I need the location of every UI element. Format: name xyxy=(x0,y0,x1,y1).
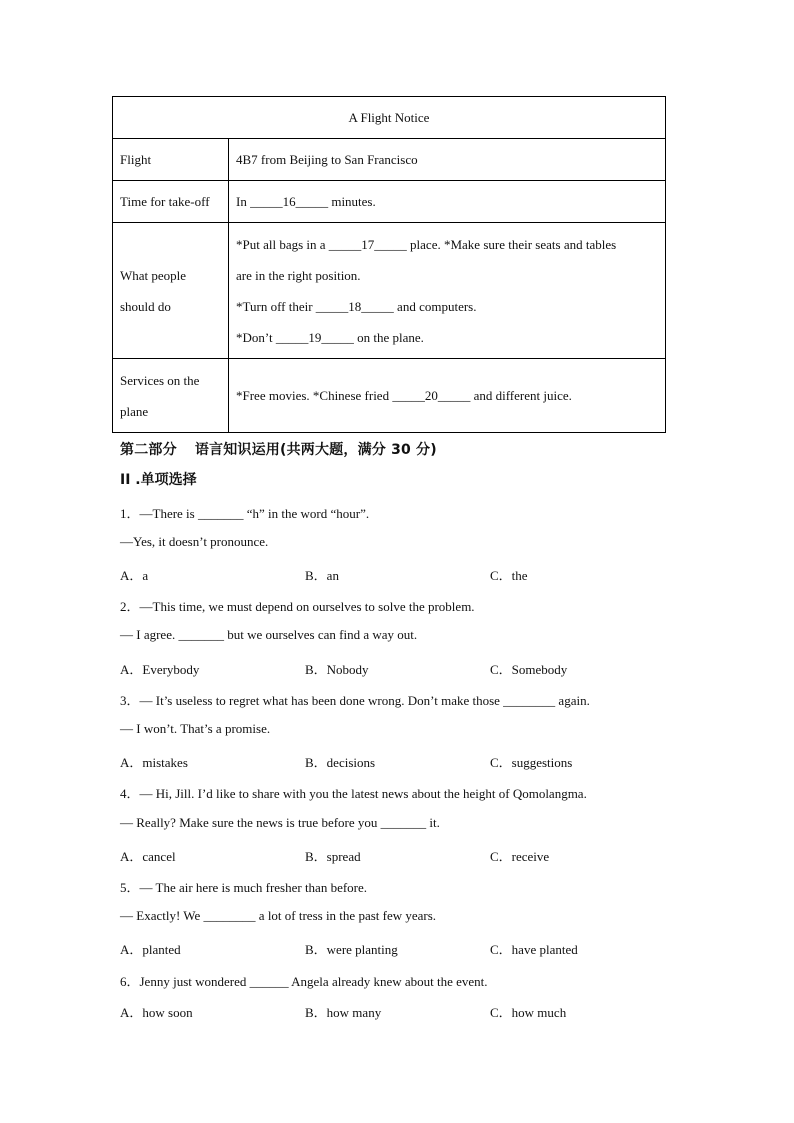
row-content xyxy=(229,223,666,359)
row-content: *Free movies. *Chinese fried _____20_____ and different juice. xyxy=(229,359,666,433)
content-line: *Turn off their _____18_____ and computers. xyxy=(236,298,477,314)
option-b: B．Nobody xyxy=(305,662,369,677)
question-line: 4．— Hi, Jill. I’d like to share with you the latest news about the height of Qomolangma. xyxy=(120,786,587,801)
option-c: C．have planted xyxy=(490,942,578,957)
row-content: 4B7 from Beijing to San Francisco xyxy=(229,139,666,181)
row-label: Flight xyxy=(113,139,229,181)
option-a: A．how soon xyxy=(120,1005,193,1020)
option-b: B．how many xyxy=(305,1005,382,1020)
section-title: II .单项选择 xyxy=(120,472,197,488)
table-row xyxy=(113,181,666,223)
option-b: B．spread xyxy=(305,849,361,864)
option-c: C．how much xyxy=(490,1005,567,1020)
part-title xyxy=(120,439,437,459)
content-line: are in the right position. xyxy=(236,267,361,283)
notice-title: A Flight Notice xyxy=(113,97,666,139)
question-line: 2．—This time, we must depend on ourselves to solve the problem. xyxy=(120,599,475,614)
row-label-line: should do xyxy=(120,298,171,314)
question-line: 3．— It’s useless to regret what has been done wrong. Don’t make those ________ again. xyxy=(120,693,590,708)
row-label-line: Services on the xyxy=(120,372,200,388)
row-label: Time for take-off xyxy=(113,181,229,223)
content-line: *Put all bags in a _____17_____ place. *Make sure their seats and tables xyxy=(236,236,617,252)
table-row xyxy=(113,139,666,181)
row-label-line: plane xyxy=(120,403,149,419)
table-row xyxy=(113,223,666,359)
question-line: — Exactly! We ________ a lot of tress in the past few years. xyxy=(120,908,437,923)
question-line: 5．— The air here is much fresher than before. xyxy=(120,880,368,895)
row-content: In _____16_____ minutes. xyxy=(229,181,666,223)
option-c: C．the xyxy=(490,568,528,583)
part-title-left: 第二部分 xyxy=(120,442,177,458)
option-c: C．Somebody xyxy=(490,662,568,677)
option-a: A．cancel xyxy=(120,849,176,864)
option-a: A．mistakes xyxy=(120,755,188,770)
question-line: 6．Jenny just wondered ______ Angela already knew about the event. xyxy=(120,974,488,989)
question-line: 1．—There is _______ “h” in the word “hour”. xyxy=(120,506,370,521)
question-line: — Really? Make sure the news is true before you _______ it. xyxy=(120,815,440,830)
option-b: B．decisions xyxy=(305,755,376,770)
option-a: A．a xyxy=(120,568,149,583)
row-label xyxy=(113,359,229,433)
flight-notice-table xyxy=(112,96,666,433)
option-c: C．receive xyxy=(490,849,550,864)
row-label-line: What people xyxy=(120,267,187,283)
question-line: — I agree. _______ but we ourselves can find a way out. xyxy=(120,627,418,642)
option-c: C．suggestions xyxy=(490,755,573,770)
part-title-right: 语言知识运用(共两大题，满分 30 分) xyxy=(194,442,437,458)
option-b: B．an xyxy=(305,568,339,583)
option-a: A．planted xyxy=(120,942,181,957)
option-b: B．were planting xyxy=(305,942,398,957)
table-row xyxy=(113,359,666,433)
row-label xyxy=(113,223,229,359)
question-line: —Yes, it doesn’t pronounce. xyxy=(120,534,269,549)
question-line: — I won’t. That’s a promise. xyxy=(120,721,271,736)
option-a: A．Everybody xyxy=(120,662,200,677)
content-line: *Don’t _____19_____ on the plane. xyxy=(236,329,424,345)
